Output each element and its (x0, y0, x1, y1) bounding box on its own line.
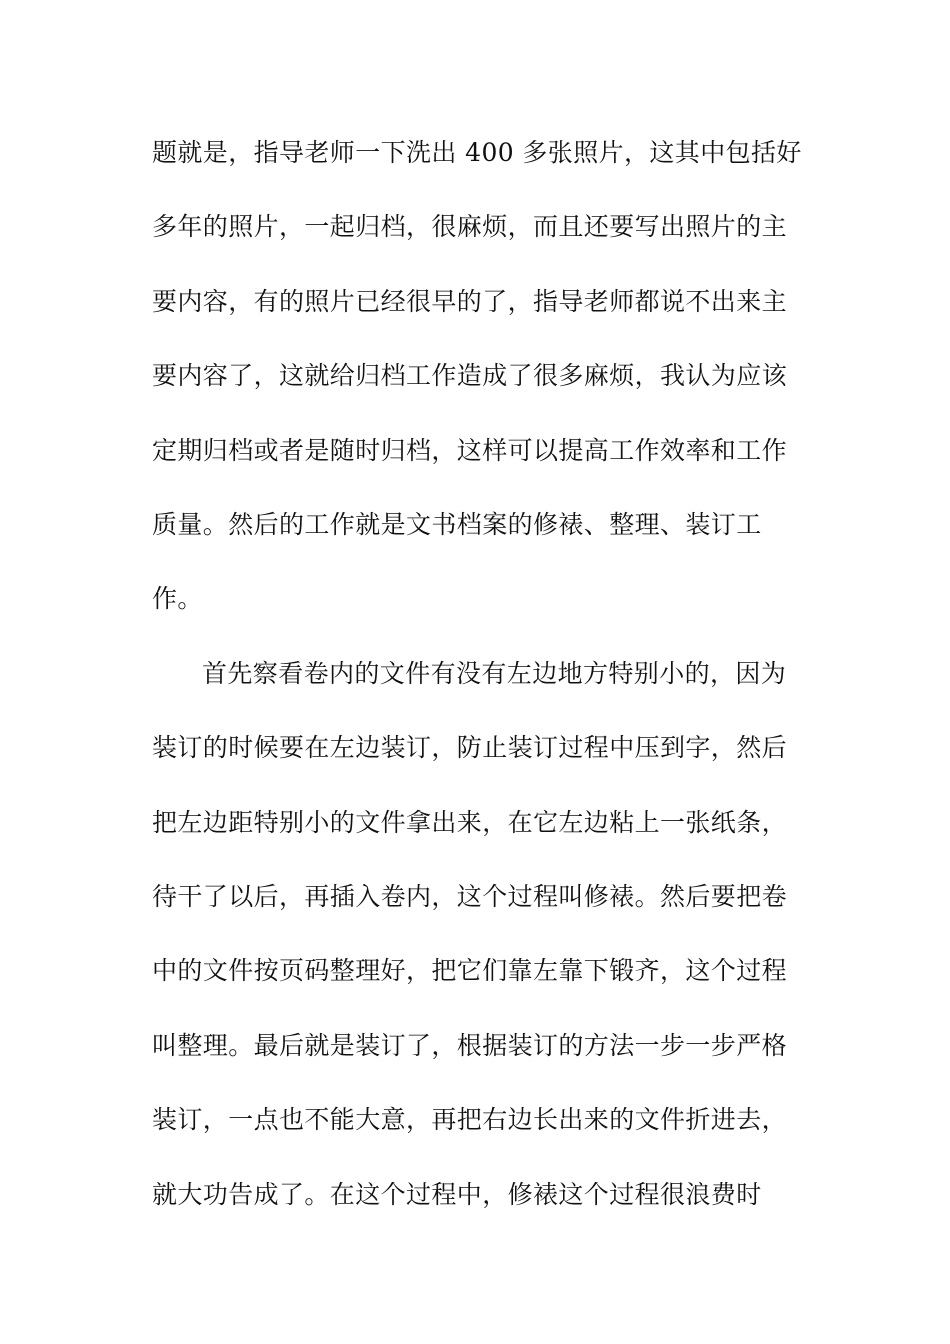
text-line: 装订的时候要在左边装订，防止装订过程中压到字，然后 (152, 733, 788, 762)
text-line: 叫整理。最后就是装订了，根据装订的方法一步一步严格 (152, 1031, 788, 1060)
text-line: 就大功告成了。在这个过程中，修裱这个过程很浪费时 (152, 1180, 762, 1209)
text-line: 装订，一点也不能大意，再把右边长出来的文件折进去， (152, 1105, 788, 1134)
text-line: 定期归档或者是随时归档，这样可以提高工作效率和工作 (152, 436, 788, 465)
text-line: 质量。然后的工作就是文书档案的修裱、整理、装订工 (152, 510, 762, 539)
text-line: 要内容了，这就给归档工作造成了很多麻烦，我认为应该 (152, 361, 788, 390)
text-line: 把左边距特别小的文件拿出来，在它左边粘上一张纸条， (152, 808, 788, 837)
text-line: 多年的照片，一起归档，很麻烦，而且还要写出照片的主 (152, 212, 788, 241)
text-line: 待干了以后，再插入卷内，这个过程叫修裱。然后要把卷 (152, 882, 788, 911)
text-line: 中的文件按页码整理好，把它们靠左靠下锻齐，这个过程 (152, 956, 788, 985)
text-line: 要内容，有的照片已经很早的了，指导老师都说不出来主 (152, 287, 788, 316)
text-line: 题就是，指导老师一下洗出 400 多张照片，这其中包括好 (152, 138, 802, 167)
paragraph-first-line: 首先察看卷内的文件有没有左边地方特别小的，因为 (202, 659, 787, 688)
text-line: 作。 (152, 584, 203, 613)
